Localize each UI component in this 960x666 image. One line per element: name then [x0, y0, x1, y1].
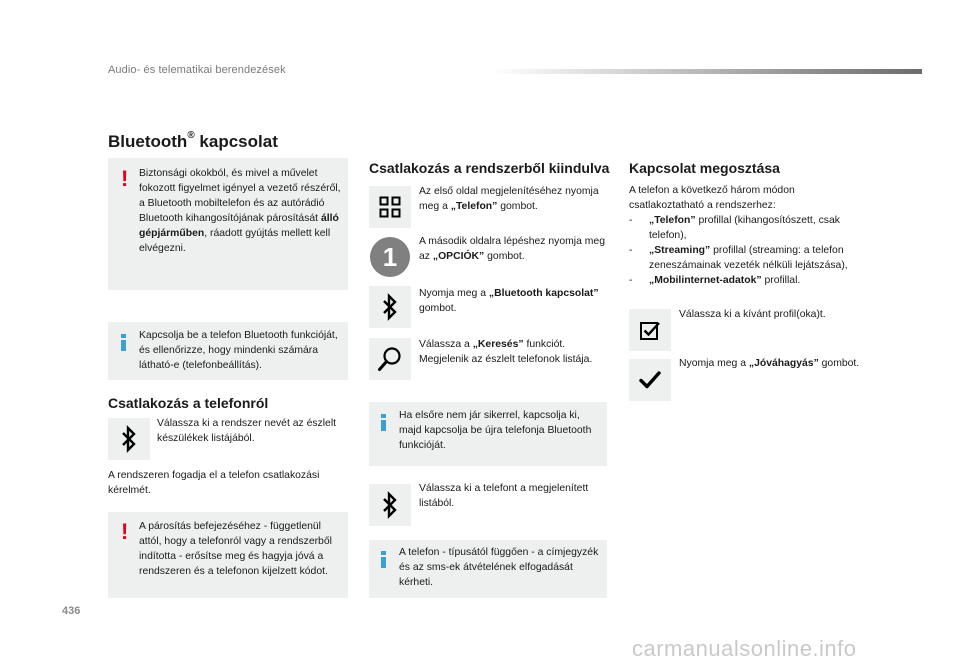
- info-icon: [381, 551, 386, 568]
- warning-text-pairing-code: A párosítás befejezéséhez - függetlenül attól, hogy a telefonról vagy a rendszerből indította - erősítse meg és hagyja jóvá a rendszeren és a telefonon kijelzett kódot.: [139, 521, 332, 577]
- bluetooth-button-tile: [108, 418, 150, 460]
- step-press-bluetooth-connection: Nyomja meg a „Bluetooth kapcsolat” gombot.: [419, 288, 599, 314]
- warning-icon: !: [121, 519, 129, 544]
- warning-text-safety: Biztonsági okokból, és mivel a művelet fokozott figyelmet igényel a vezető részéről, a Bluetooth mobiltelefon és az autórádió Bluetooth kihangosítójának párosítását álló gépjárműben, ráadott gyújtás mellett kell elvégezni.: [139, 168, 341, 254]
- list-bullet: -: [629, 245, 633, 256]
- list-bullet: -: [629, 215, 633, 226]
- step-select-phone: Válassza ki a telefont a megjelenített listából.: [419, 483, 589, 509]
- checkbox-checked-icon: [639, 319, 661, 341]
- page-title: Bluetooth® kapcsolat: [108, 130, 278, 151]
- step-select-search: Válassza a „Keresés” funkciót. Megjelenik az észlelt telefonok listája.: [419, 339, 593, 365]
- info-text-contacts-sms: A telefon - típusától függően - a címjegyzék és az sms-ek átvételének elfogadását kérheti.: [399, 547, 599, 588]
- list-bullet: -: [629, 275, 633, 286]
- profile-item-phone: „Telefon” profillal (kihangosítószett, csak telefon),: [649, 215, 840, 241]
- profile-item-streaming: „Streaming” profillal (streaming: a telefon zeneszámainak vezeték nélküli lejátszása),: [649, 245, 848, 271]
- connect-step-select-system: Válassza ki a rendszer nevét az észlelt készülékek listájából.: [157, 418, 337, 444]
- bluetooth-icon: [380, 491, 400, 519]
- connect-accept-request: A rendszeren fogadja el a telefon csatlakozási kérelmét.: [108, 470, 320, 496]
- bluetooth-icon: [380, 293, 400, 321]
- section-header: Audio- és telematikai berendezések: [108, 64, 286, 76]
- bluetooth-connection-button-tile: [369, 286, 411, 328]
- info-icon: [121, 334, 126, 351]
- search-icon: [377, 346, 403, 372]
- profile-checkbox-tile: [629, 309, 671, 351]
- info-icon: [381, 414, 386, 431]
- info-text-enable-bluetooth: Kapcsolja be a telefon Bluetooth funkcióját, és ellenőrizze, hogy mindenki számára látható-e (telefonbeállítás).: [139, 330, 338, 371]
- section-title-connect-from-system: Csatlakozás a rendszerből kiindulva: [369, 160, 610, 176]
- bluetooth-icon: [119, 425, 139, 453]
- home-grid-icon: [379, 196, 401, 218]
- search-button-tile: [369, 338, 411, 380]
- page-number: 436: [62, 605, 81, 617]
- warning-icon: !: [121, 166, 129, 191]
- sharing-intro: A telefon a következő három módon csatlakoztatható a rendszerhez:: [629, 185, 795, 211]
- confirm-button-tile: [629, 359, 671, 401]
- watermark: carmanualsonline.info: [632, 636, 857, 661]
- info-text-retry-bluetooth: Ha elsőre nem jár sikerrel, kapcsolja ki, majd kapcsolja be újra telefonja Bluetooth funkcióját.: [399, 410, 592, 451]
- section-title-connect-from-phone: Csatlakozás a telefonról: [108, 395, 269, 411]
- home-button-tile: [369, 186, 411, 228]
- step-number-badge: 1: [370, 237, 410, 277]
- step-select-profiles: Válassza ki a kívánt profil(oka)t.: [679, 309, 826, 320]
- step-press-options: A második oldalra lépéshez nyomja meg az „OPCIÓK” gombot.: [419, 236, 605, 262]
- step-press-confirm: Nyomja meg a „Jóváhagyás” gombot.: [679, 358, 860, 369]
- step-press-phone: Az első oldal megjelenítéséhez nyomja meg a „Telefon” gombot.: [419, 186, 599, 212]
- header-gradient-bar: [490, 69, 922, 74]
- profile-item-mobile-internet: „Mobilinternet-adatok” profillal.: [649, 275, 801, 286]
- section-title-connection-sharing: Kapcsolat megosztása: [629, 160, 780, 176]
- checkmark-icon: [639, 370, 661, 390]
- bluetooth-select-phone-tile: [369, 484, 411, 526]
